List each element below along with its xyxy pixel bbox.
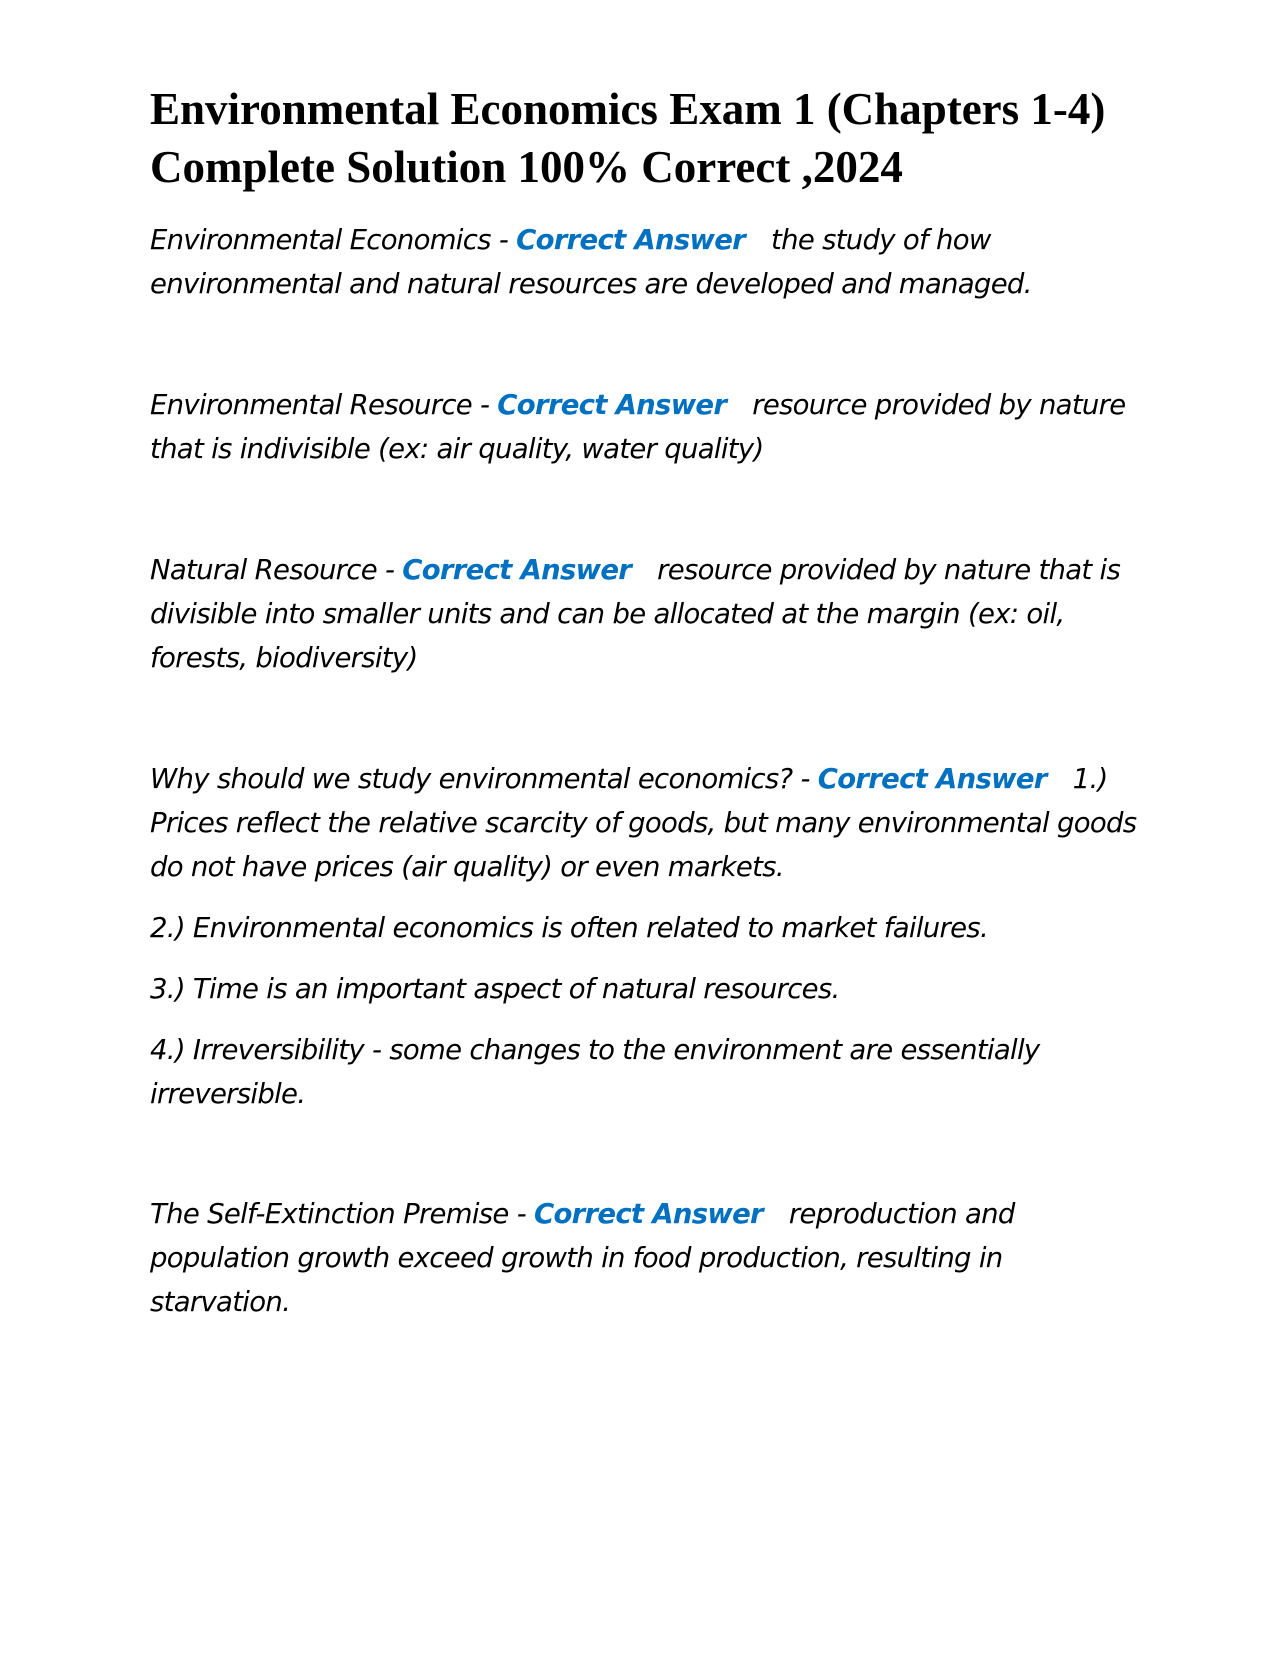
list-item: 3.) Time is an important aspect of natural resources. (150, 973, 840, 1005)
definition: reproduction and population growth exceed growth in food production, resulting in starvation. (150, 1198, 1015, 1318)
term: The Self-Extinction Premise - (150, 1198, 534, 1230)
qa-paragraph (150, 383, 1140, 471)
document-title: Environmental Economics Exam 1 (Chapters 1-4) Complete Solution 100% Correct ,2024 (150, 84, 1106, 192)
definition: resource provided by nature that is divisible into smaller units and can be allocated at the margin (ex: oil, forests, biodiversity) (150, 554, 1121, 674)
term: Why should we study environmental economics? - (150, 763, 818, 795)
qa-entry-self-extinction (150, 1192, 1140, 1324)
term: Natural Resource - (150, 554, 403, 586)
correct-answer-label: Correct Answer (402, 554, 632, 586)
correct-answer-label: Correct Answer (817, 763, 1047, 795)
qa-entry-natural-resource (150, 548, 1140, 680)
qa-entry-environmental-economics (150, 218, 1140, 306)
correct-answer-label: Correct Answer (497, 389, 727, 421)
qa-entry-why-study (150, 757, 1140, 1116)
correct-answer-label: Correct Answer (533, 1198, 763, 1230)
correct-answer-label: Correct Answer (516, 224, 746, 256)
qa-paragraph (150, 548, 1140, 680)
document-page (150, 70, 1140, 1318)
qa-paragraph (150, 757, 1140, 889)
list-item: 2.) Environmental economics is often related to market failures. (150, 912, 988, 944)
qa-paragraph (150, 1192, 1140, 1324)
term: Environmental Resource - (150, 389, 498, 421)
qa-entry-environmental-resource (150, 383, 1140, 471)
definition: resource provided by nature that is indivisible (ex: air quality, water quality) (150, 389, 1126, 465)
term: Environmental Economics - (150, 224, 517, 256)
list-item: 4.) Irreversibility - some changes to the environment are essentially irreversible. (150, 1034, 1040, 1110)
definition: 1.) Prices reflect the relative scarcity of goods, but many environmental goods do not have prices (air quality) or even markets. (150, 763, 1137, 883)
qa-paragraph (150, 218, 1140, 306)
definition: the study of how environmental and natural resources are developed and managed. (150, 224, 1032, 300)
